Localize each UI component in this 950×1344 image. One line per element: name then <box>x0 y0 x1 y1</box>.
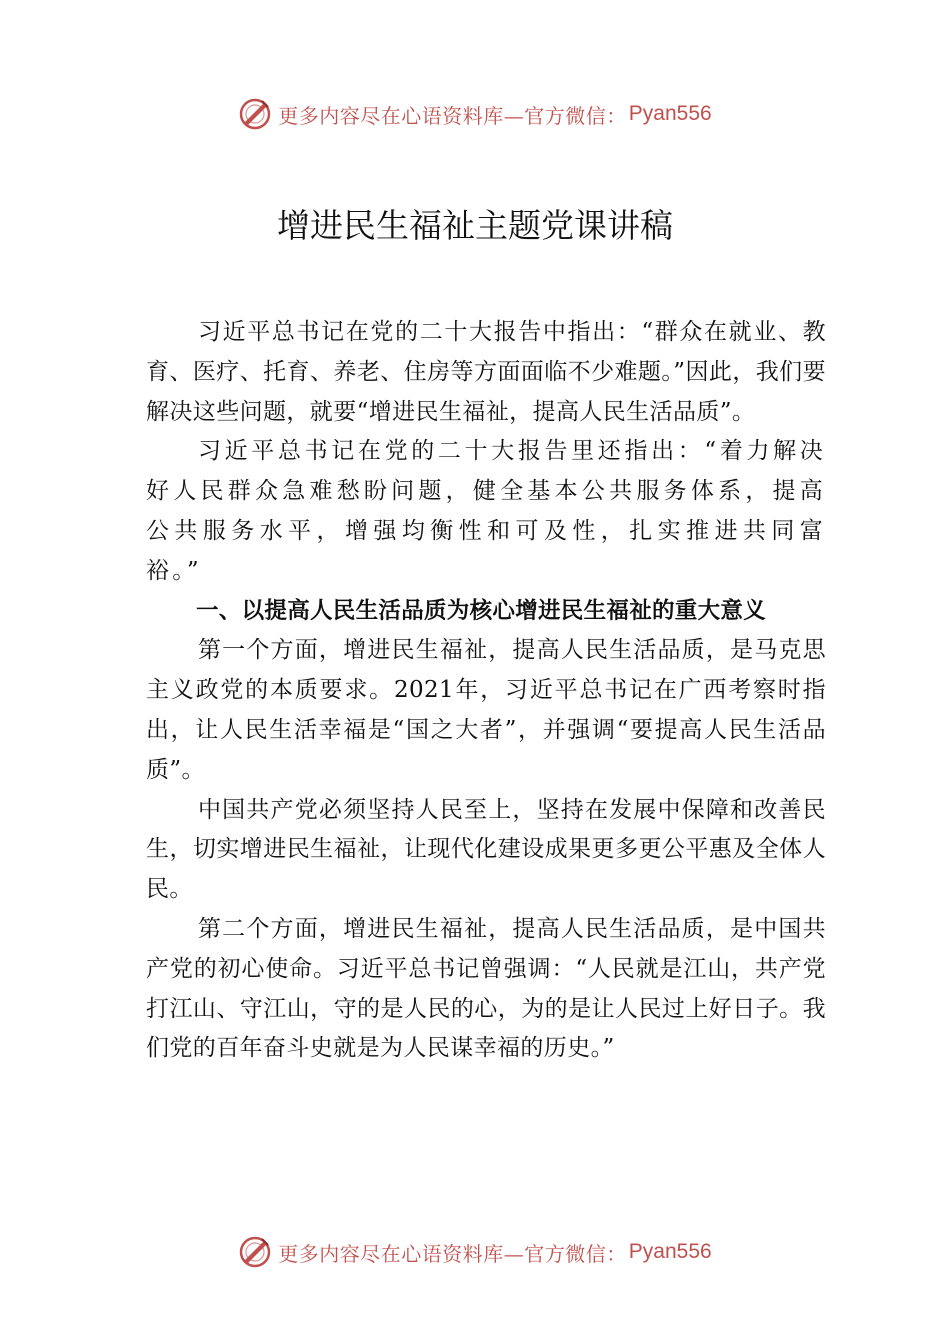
paragraph: 第一个方面，增进民生福祉，提高人民生活品质，是马克思主义政党的本质要求。2021年，习近平总书记在广西考察时指出，让人民生活幸福是“国之大者”，并强调“要提高人民生活品质”。 <box>146 637 826 783</box>
brush-circle-logo-icon <box>238 97 272 131</box>
banner-wechat-id: Pyan556 <box>628 102 712 125</box>
paragraph: 习近平总书记在党的二十大报告里还指出：“着力解决好人民群众急难愁盼问题，健全基本公共服务体系，提高公共服务水平，增强均衡性和可及性，扎实推进共同富裕。” <box>146 438 826 584</box>
brush-circle-logo-icon <box>238 1235 272 1269</box>
document-title: 增进民生福祉主题党课讲稿 <box>277 206 673 245</box>
footer-banner <box>0 1232 950 1272</box>
paragraph: 中国共产党必须坚持人民至上，坚持在发展中保障和改善民生，切实增进民生福祉，让现代化建设成果更多更公平惠及全体人民。 <box>146 796 826 903</box>
banner-wechat-id: Pyan556 <box>628 1240 712 1263</box>
paragraph: 习近平总书记在党的二十大报告中指出：“群众在就业、教育、医疗、托育、养老、住房等方面面临不少难题。”因此，我们要解决这些问题，就要“增进民生福祉，提高人民生活品质”。 <box>146 319 826 425</box>
header-banner <box>0 94 950 134</box>
paragraph: 第二个方面，增进民生福祉，提高人民生活品质，是中国共产党的初心使命。习近平总书记曾强调：“人民就是江山，共产党打江山、守江山，守的是人民的心，为的是让人民过上好日子。我们党的百年奋斗史就是为人民谋幸福的历史。” <box>146 915 826 1062</box>
document-body <box>146 313 826 1069</box>
banner-text: 更多内容尽在心语资料库—官方微信： <box>278 1241 627 1266</box>
banner-text: 更多内容尽在心语资料库—官方微信： <box>278 103 627 128</box>
section-heading: 一、以提高人民生活品质为核心增进民生福祉的重大意义 <box>196 597 767 624</box>
